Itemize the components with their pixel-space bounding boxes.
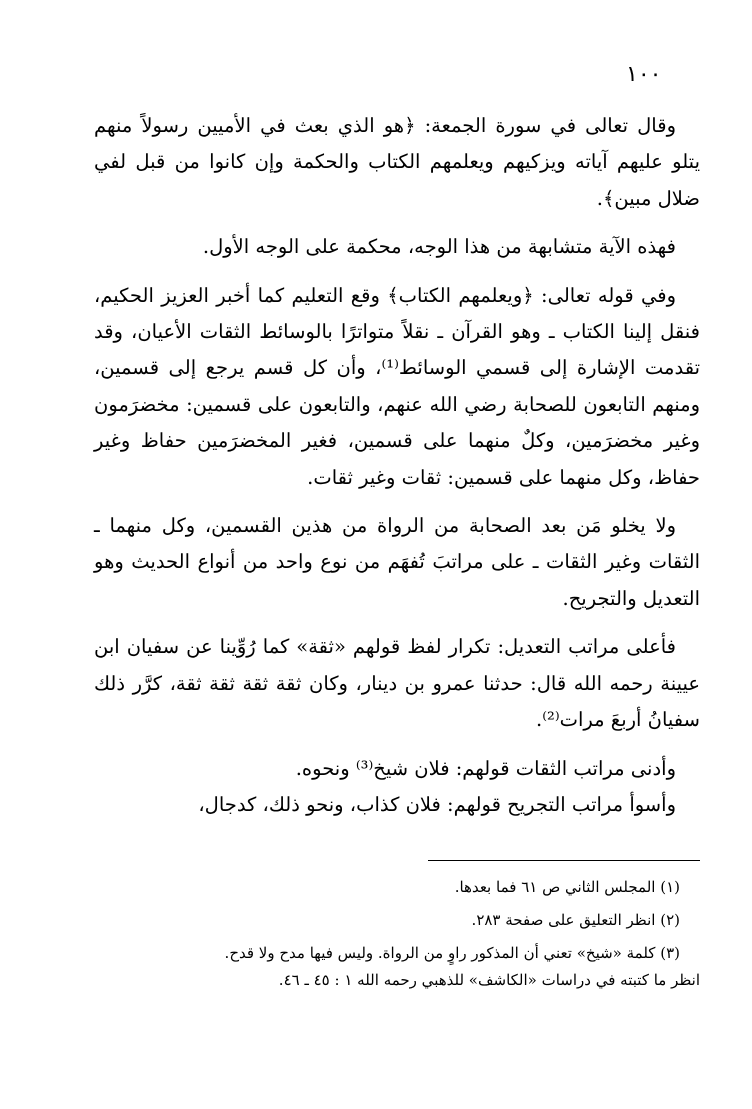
footnotes	[100, 874, 700, 1000]
paragraph-6: وأدنى مراتب الثقات قولهم: فلان شيخ⁽³⁾ ونحوه.	[295, 756, 676, 780]
paragraph-7: وأسوأ مراتب التجريح قولهم: فلان كذاب، ونحو ذلك، كدجال،	[198, 792, 676, 816]
paragraph-3: وفي قوله تعالى: ﴿ويعلمهم الكتاب﴾ وقع التعليم كما أخبر العزيز الحكيم، فنقل إلينا الكتاب ـ وهو القرآن ـ نقلاً متواترًا بالوسائط الثقات الأعيان، وقد تقدمت الإشارة إلى قسمي الوسائط⁽¹⁾، وأن كل قسم يرجع إلى قسمين، ومنهم التابعون للصحابة رضي الله عنهم، والتابعون على قسمين: مخضرَمون وغير مخضرَمين، وكلٌ منهما على قسمين، فغير المخضرَمين حفاظ وغير حفاظ، وكل منهما على قسمين: ثقات وغير ثقات.	[94, 283, 701, 489]
paragraph-2: فهذه الآية متشابهة من هذا الوجه، محكمة على الوجه الأول.	[202, 235, 676, 259]
paragraph-1: وقال تعالى في سورة الجمعة: ﴿هو الذي بعث في الأميين رسولاً منهم يتلو عليهم آياته ويزكيهم ويعلمهم الكتاب والحكمة وإن كانوا من قبل لفي ضلال مبين﴾.	[94, 114, 700, 210]
footnote-3: (٣) كلمة «شيخ» تعني أن المذكور راوٍ من الرواة. وليس فيها مدح ولا قدح.	[224, 944, 680, 962]
body-text	[94, 108, 700, 823]
page-number: ١٠٠	[626, 62, 662, 87]
paragraph-5: فأعلى مراتب التعديل: تكرار لفظ قولهم «ثقة» كما رُوِّينا عن سفيان ابن عيينة رحمه الله قال: حدثنا عمرو بن دينار، وكان ثقة ثقة ثقة ثقة، كرَّر ذلك سفيانُ أربعَ مرات⁽²⁾.	[94, 635, 700, 732]
footnote-divider	[428, 860, 700, 861]
footnote-2: (٢) انظر التعليق على صفحة ٢٨٣.	[471, 911, 680, 929]
paragraph-4: ولا يخلو مَن بعد الصحابة من الرواة من هذين القسمين، وكل منهما ـ الثقات وغير الثقات ـ على مراتبَ تُفهَم من نوع واحد من أنواع الحديث وهو التعديل والتجريح.	[94, 514, 700, 610]
footnote-1: (١) المجلس الثاني ص ٦١ فما بعدها.	[454, 878, 680, 896]
footnote-3-continuation: انظر ما كتبته في دراسات «الكاشف» للذهبي رحمه الله ١ : ٤٥ ـ ٤٦.	[278, 971, 700, 989]
